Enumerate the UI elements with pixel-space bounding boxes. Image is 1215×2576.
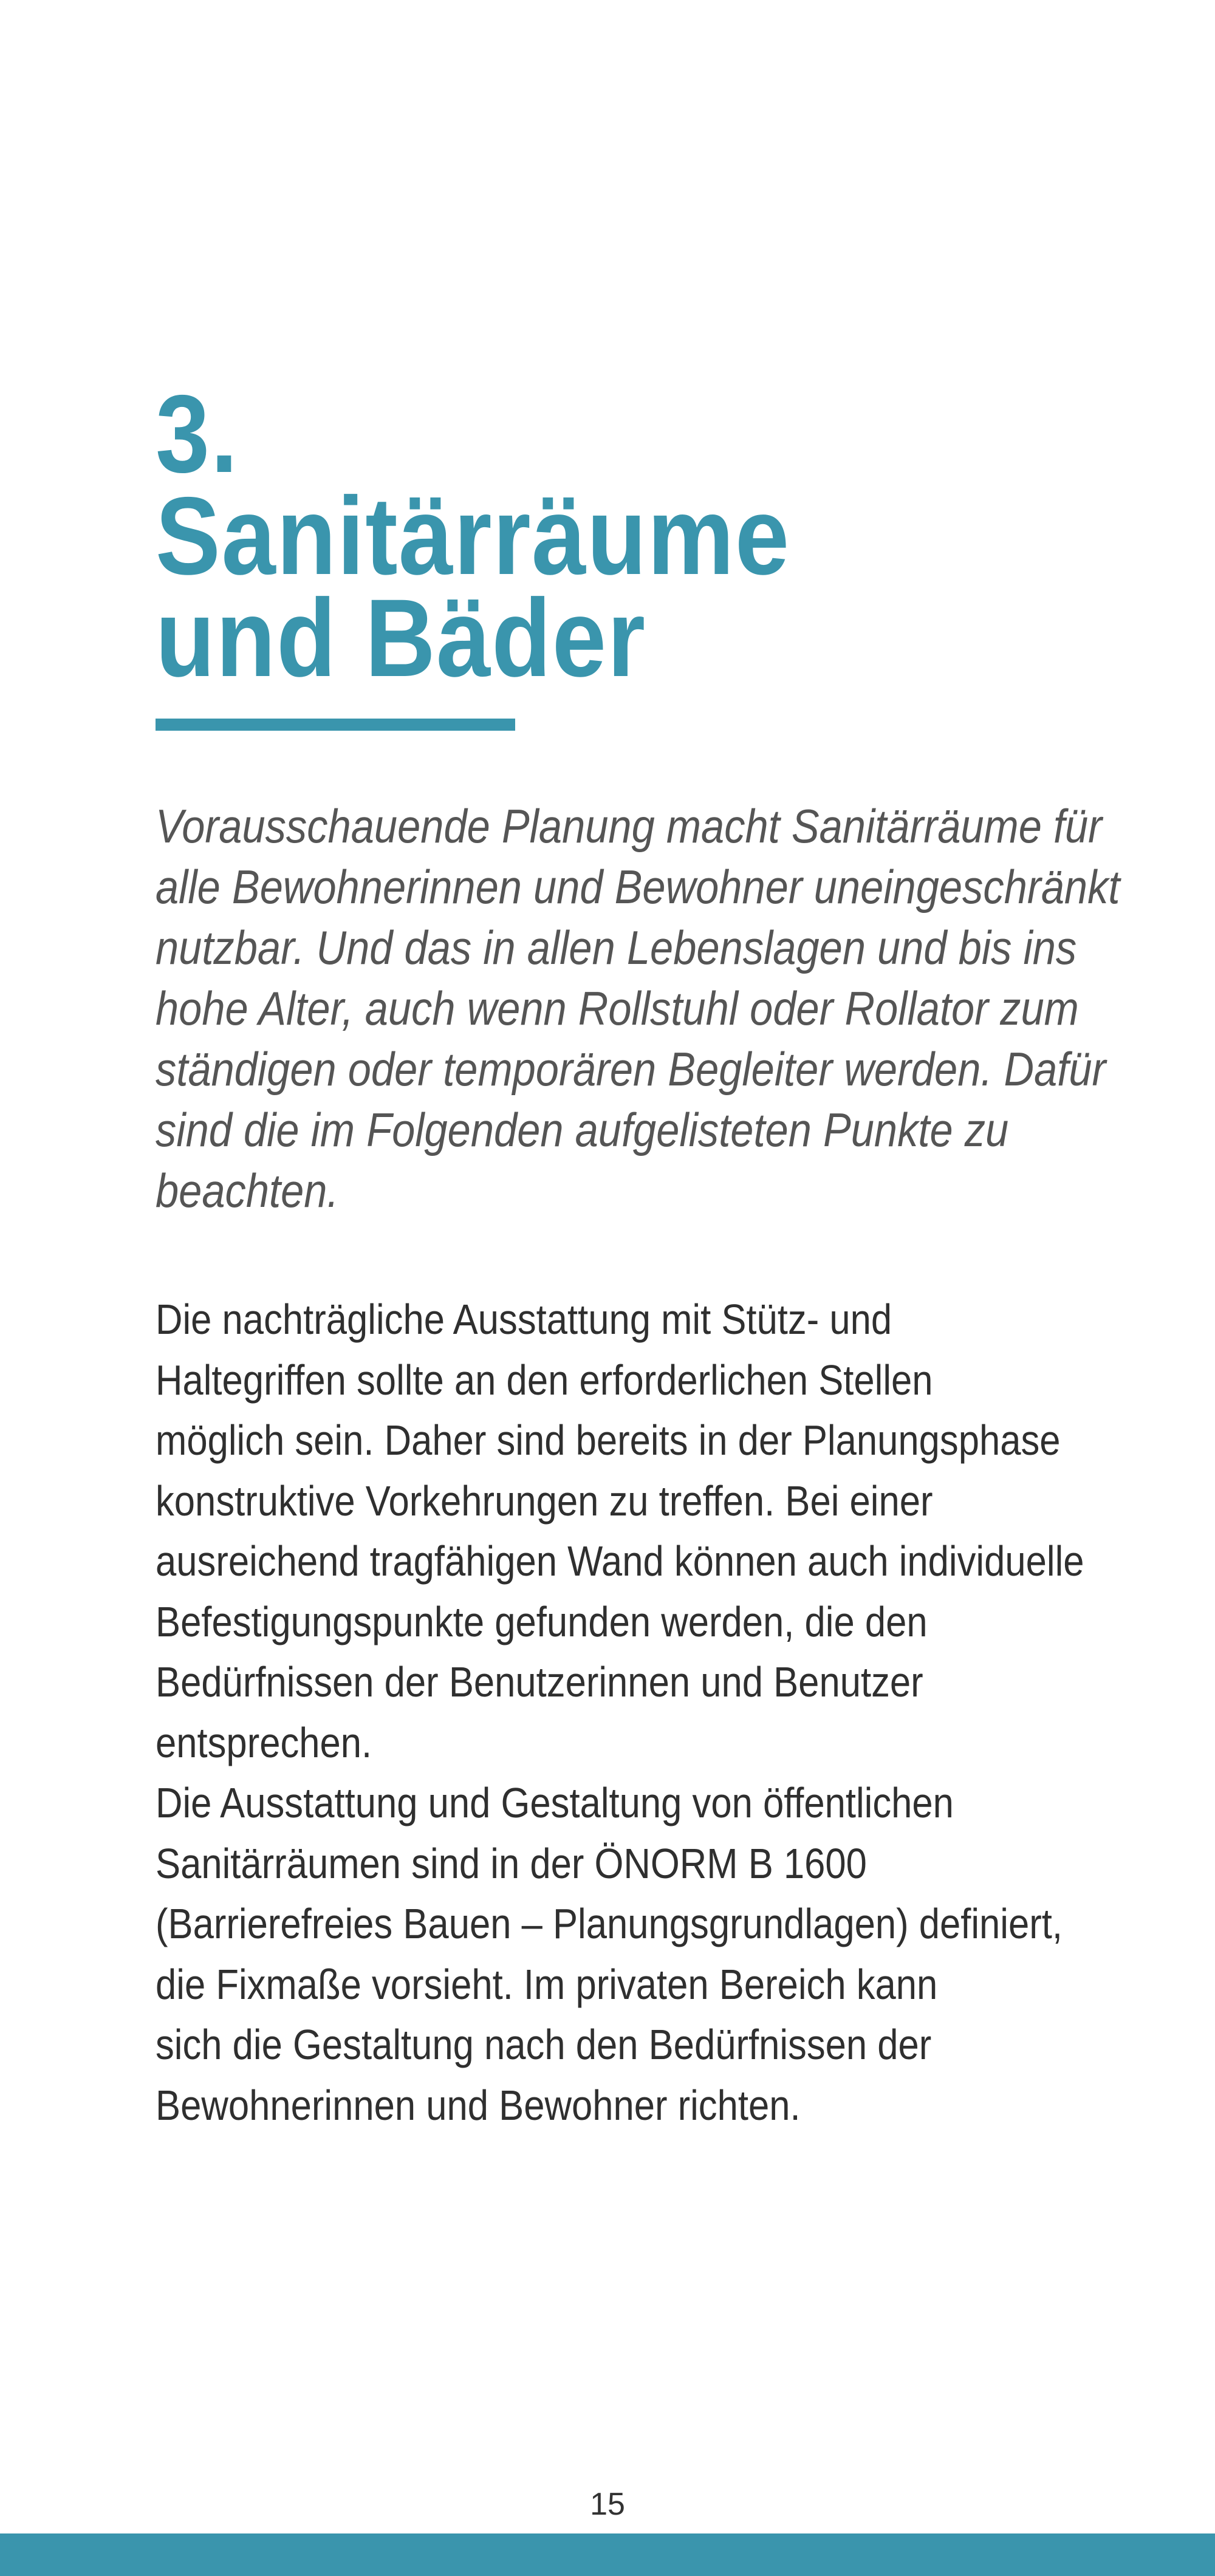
body-line: Bedürfnissen der Benutzerinnen und Benutzer [156, 1658, 923, 1706]
body-line: sich die Gestaltung nach den Bedürfnissen der [156, 2021, 932, 2068]
intro-line: alle Bewohnerinnen und Bewohner uneingeschränkt [156, 860, 1120, 914]
chapter-title-line: Sanitärräume [156, 474, 790, 598]
body-line: die Fixmaße vorsieht. Im privaten Bereich kann [156, 1960, 938, 2008]
intro-line: Vorausschauende Planung macht Sanitärräume für [156, 799, 1103, 853]
body-line: Die Ausstattung und Gestaltung von öffentlichen [156, 1779, 954, 1826]
intro-line: beachten. [156, 1164, 339, 1217]
chapter-heading [156, 372, 1067, 700]
body-line: Sanitärräumen sind in der ÖNORM B 1600 [156, 1839, 867, 1887]
heading-underline [156, 719, 515, 731]
body-line: Bewohnerinnen und Bewohner richten. [156, 2081, 801, 2129]
chapter-number: 3. [156, 372, 239, 496]
chapter-title-line: und Bäder [156, 576, 646, 700]
intro-paragraph [156, 796, 1120, 1221]
body-line: konstruktive Vorkehrungen zu treffen. Bei einer [156, 1477, 933, 1525]
body-line: Befestigungspunkte gefunden werden, die den [156, 1597, 928, 1645]
intro-line: nutzbar. Und das in allen Lebenslagen und bis ins [156, 921, 1077, 974]
body-line: (Barrierefreies Bauen – Planungsgrundlagen) definiert, [156, 1900, 1063, 1947]
body-line: Die nachträgliche Ausstattung mit Stütz- und [156, 1296, 892, 1343]
body-line: möglich sein. Daher sind bereits in der Planungsphase [156, 1416, 1061, 1464]
page-number: 15 [590, 2487, 625, 2522]
intro-line: sind die im Folgenden aufgelisteten Punkte zu [156, 1103, 1009, 1156]
body-line: Haltegriffen sollte an den erforderlichen Stellen [156, 1356, 933, 1404]
body-line: entsprechen. [156, 1718, 372, 1766]
footer-color-bar [0, 2533, 1215, 2576]
body-line: ausreichend tragfähigen Wand können auch individuelle [156, 1537, 1084, 1585]
intro-line: hohe Alter, auch wenn Rollstuhl oder Rollator zum [156, 982, 1079, 1035]
body-paragraphs [156, 1290, 1084, 2136]
intro-line: ständigen oder temporären Begleiter werden. Dafür [156, 1042, 1106, 1096]
